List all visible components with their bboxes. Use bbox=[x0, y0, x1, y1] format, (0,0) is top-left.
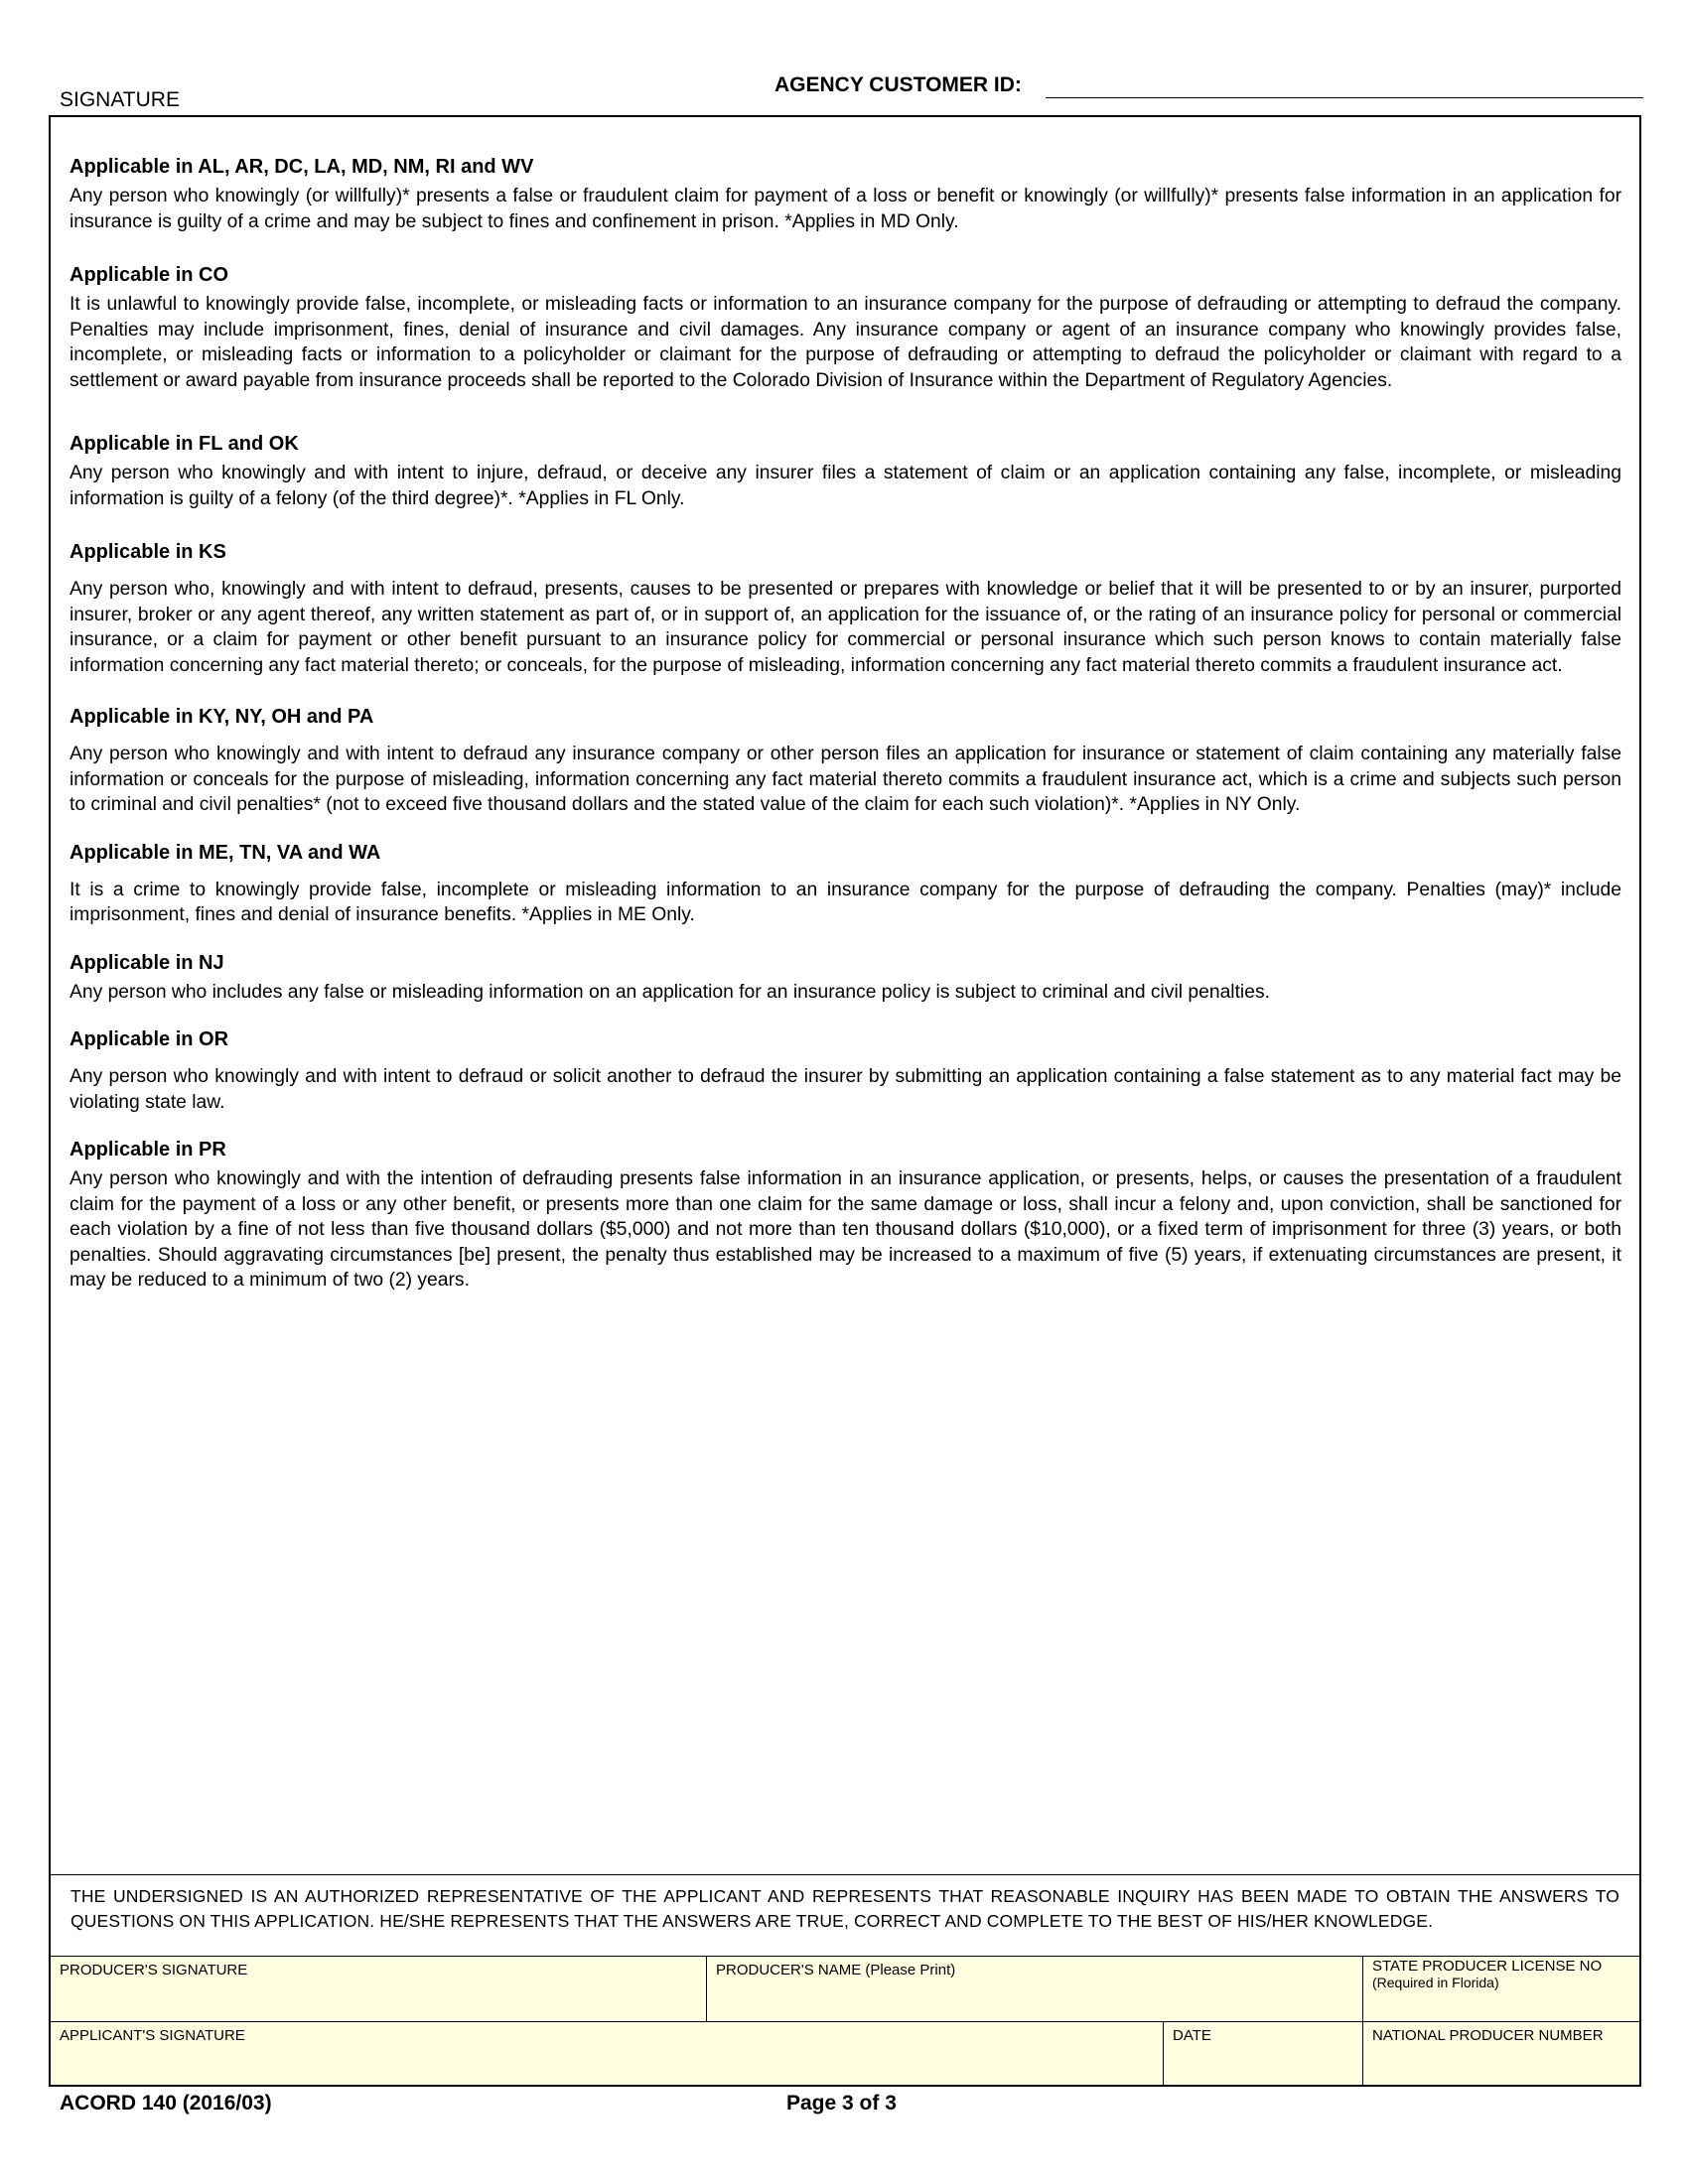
notice-title: Applicable in NJ bbox=[70, 951, 224, 974]
notice-fl-ok bbox=[70, 431, 1621, 511]
national-producer-number-label: NATIONAL PRODUCER NUMBER bbox=[1372, 2027, 1604, 2044]
notice-title: Applicable in ME, TN, VA and WA bbox=[70, 841, 381, 864]
notice-text: It is a crime to knowingly provide false, incomplete or misleading information to an insurance company for the purpose of defrauding the company. Penalties (may)* include imprisonment, fines and denial of insurance benefits. *Applies in ME Only. bbox=[70, 879, 1621, 925]
notice-ks bbox=[70, 539, 1621, 678]
agency-customer-id-field[interactable] bbox=[1046, 97, 1643, 98]
producer-name-field[interactable] bbox=[706, 1956, 1362, 2021]
notice-co bbox=[70, 262, 1621, 393]
attestation-statement bbox=[51, 1874, 1639, 1956]
page-number: Page 3 of 3 bbox=[786, 2092, 897, 2115]
producer-signature-label: PRODUCER'S SIGNATURE bbox=[60, 1962, 248, 1979]
form-id: ACORD 140 (2016/03) bbox=[60, 2092, 272, 2115]
notice-nj bbox=[70, 950, 1621, 1006]
notice-text: Any person who knowingly and with intent to defraud any insurance company or other person files an application for insurance or statement of claim containing any materially false information or conceals for the purpose of misleading, information concerning any fact material thereto commits a fraudulent insurance act, which is a crime and subjects such person to criminal and civil penalties* (not to exceed five thousand dollars and the stated value of the claim for each such violation)*. *Applies in NY Only. bbox=[70, 744, 1621, 815]
applicant-signature-label: APPLICANT'S SIGNATURE bbox=[60, 2027, 245, 2044]
notice-text: Any person who knowingly and with intent to defraud or solicit another to defraud the insurer by submitting an application containing a false statement as to any material fact may be violating state law. bbox=[70, 1066, 1621, 1113]
applicant-signature-field[interactable] bbox=[51, 2021, 1163, 2085]
date-label: DATE bbox=[1173, 2027, 1211, 2044]
attestation-text: THE UNDERSIGNED IS AN AUTHORIZED REPRESENTATIVE OF THE APPLICANT AND REPRESENTS THAT REASONABLE INQUIRY HAS BEEN MADE TO OBTAIN THE ANSWERS TO QUESTIONS ON THIS APPLICATION. HE/SHE REPRESENTS THAT THE ANSWERS ARE TRUE, CORRECT AND COMPLETE TO THE BEST OF HIS/HER KNOWLEDGE. bbox=[70, 1886, 1619, 1931]
fraud-notices bbox=[70, 154, 1621, 1307]
state-license-field[interactable] bbox=[1362, 1956, 1639, 2021]
notice-title: Applicable in KY, NY, OH and PA bbox=[70, 706, 374, 728]
notice-text: Any person who knowingly and with the intention of defrauding presents false information in an insurance application, or presents, helps, or causes the presentation of a fraudulent claim for the payment of a loss or any other benefit, or presents more than one claim for the same damage or loss, shall incur a felony and, upon conviction, shall be sanctioned for each violation by a fine of not less than five thousand dollars ($5,000) and not more than ten thousand dollars ($10,000), or a fixed term of imprisonment for three (3) years, or both penalties. Should aggravating circumstances [be] present, the penalty thus established may be increased to a maximum of five (5) years, if extenuating circumstances are present, it may be reduced to a minimum of two (2) years. bbox=[70, 1168, 1621, 1291]
agency-customer-id-label: AGENCY CUSTOMER ID: bbox=[774, 73, 1022, 96]
notice-text: Any person who includes any false or misleading information on an application for an insurance policy is subject to criminal and civil penalties. bbox=[70, 981, 1270, 1003]
notice-title: Applicable in CO bbox=[70, 264, 229, 286]
notice-text: Any person who knowingly and with intent to injure, defraud, or deceive any insurer files a statement of claim or an application containing any false, incomplete, or misleading information is guilty of a felony (of the third degree)*. *Applies in FL Only. bbox=[70, 463, 1621, 509]
notice-text: Any person who, knowingly and with intent to defraud, presents, causes to be presented or prepares with knowledge or belief that it will be presented to or by an insurer, purported insurer, broker or any agent thereof, any written statement as part of, or in support of, an application for the issuance of, or the rating of an insurance policy for personal or commercial insurance, or a claim for payment or other benefit pursuant to an insurance policy for commercial or personal insurance which such person knows to contain materially false information concerning any fact material thereto; or conceals, for the purpose of misleading, information concerning any fact material thereto commits a fraudulent insurance act. bbox=[70, 579, 1621, 676]
notice-title: Applicable in PR bbox=[70, 1139, 226, 1160]
notice-title: Applicable in AL, AR, DC, LA, MD, NM, RI and WV bbox=[70, 156, 534, 178]
national-producer-number-field[interactable] bbox=[1362, 2021, 1639, 2085]
notice-title: Applicable in OR bbox=[70, 1028, 229, 1050]
notice-text: It is unlawful to knowingly provide false, incomplete, or misleading facts or information to an insurance company for the purpose of defrauding or attempting to defraud the company. Penalties may include imprisonment, fines, denial of insurance and civil damages. Any insurance company or agent of an insurance company who knowingly provides false, incomplete, or misleading facts or information to a policyholder or claimant for the purpose of defrauding or attempting to defraud the policyholder or claimant with regard to a settlement or award payable from insurance proceeds shall be reported to the Colorado Division of Insurance within the Department of Regulatory Agencies. bbox=[70, 294, 1621, 391]
notice-me-tn-va-wa bbox=[70, 840, 1621, 928]
producer-name-label: PRODUCER'S NAME (Please Print) bbox=[716, 1962, 956, 1979]
state-license-label: STATE PRODUCER LICENSE NO bbox=[1372, 1958, 1603, 1975]
notice-or bbox=[70, 1026, 1621, 1115]
notice-title: Applicable in KS bbox=[70, 541, 226, 563]
notice-pr bbox=[70, 1137, 1621, 1294]
section-label: SIGNATURE bbox=[60, 88, 180, 111]
producer-signature-field[interactable] bbox=[51, 1956, 706, 2021]
state-license-note: (Required in Florida) bbox=[1372, 1975, 1499, 1990]
date-field[interactable] bbox=[1163, 2021, 1362, 2085]
notice-title: Applicable in FL and OK bbox=[70, 433, 299, 455]
signature-grid bbox=[51, 1956, 1639, 2085]
notice-al-ar-dc-la-md-nm-ri-wv bbox=[70, 154, 1621, 234]
notice-text: Any person who knowingly (or willfully)* presents a false or fraudulent claim for payment of a loss or benefit or knowingly (or willfully)* presents false information in an application for insurance is guilty of a crime and may be subject to fines and confinement in prison. *Applies in MD Only. bbox=[70, 186, 1621, 232]
notice-ky-ny-oh-pa bbox=[70, 704, 1621, 818]
